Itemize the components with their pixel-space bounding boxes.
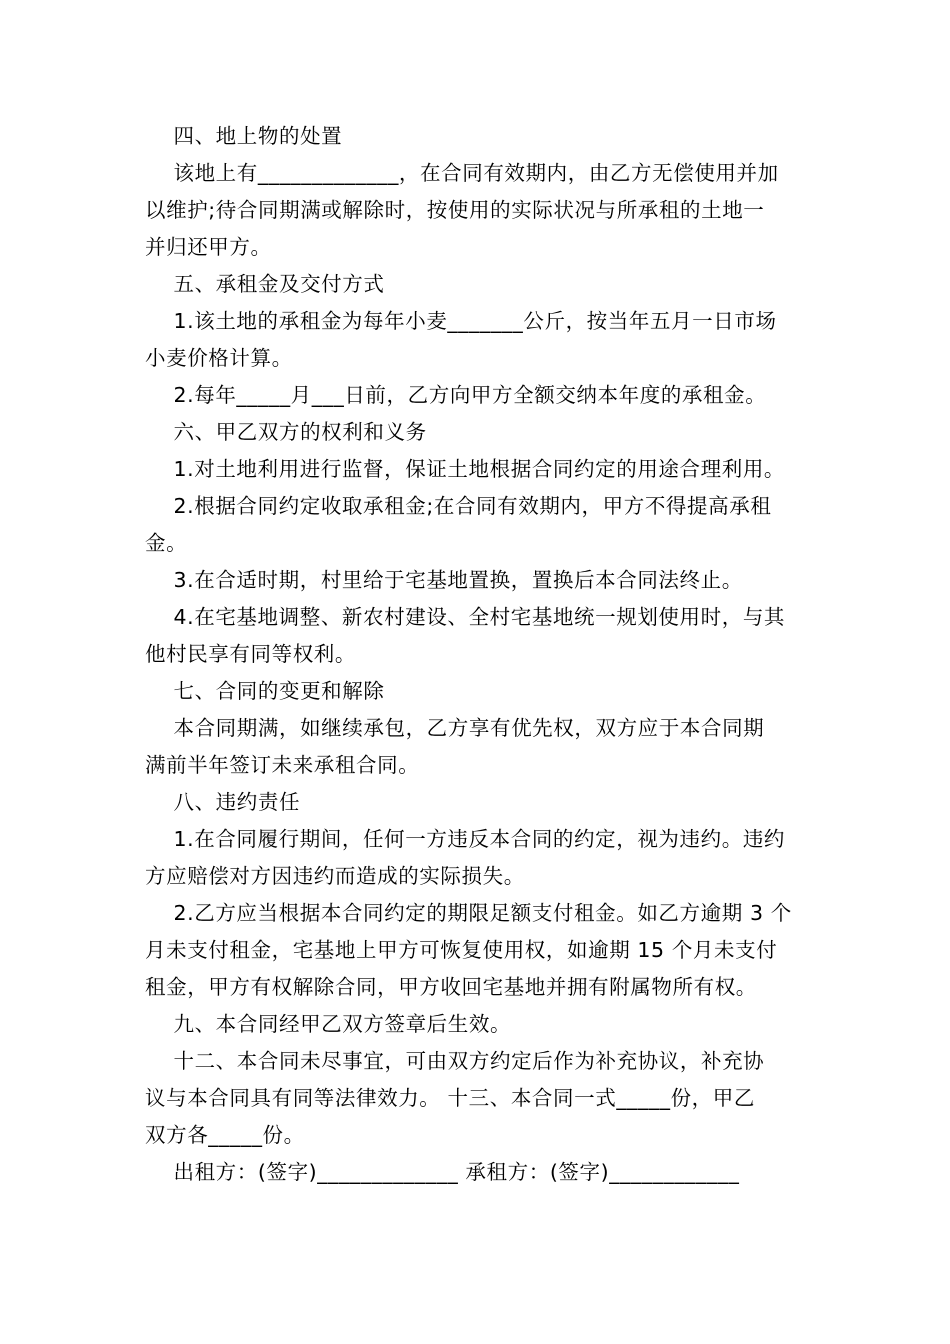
paragraph-line: 2.乙方应当根据本合同约定的期限足额支付租金。如乙方逾期 3 个 [145, 901, 792, 925]
section-heading-7: 七、合同的变更和解除 [145, 679, 385, 703]
paragraph-line: 1.该土地的承租金为每年小麦_______公斤，按当年五月一日市场 [145, 309, 777, 333]
paragraph-line: 他村民享有同等权利。 [145, 642, 356, 666]
section-heading-5: 五、承租金及交付方式 [145, 272, 385, 296]
paragraph-line: 4.在宅基地调整、新农村建设、全村宅基地统一规划使用时，与其 [145, 605, 786, 629]
paragraph-line: 该地上有_____________，在合同有效期内，由乙方无偿使用并加 [145, 161, 779, 185]
paragraph-line: 月未支付租金，宅基地上甲方可恢复使用权，如逾期 15 个月未支付 [145, 938, 778, 962]
paragraph-line: 议与本合同具有同等法律效力。 十三、本合同一式_____份，甲乙 [145, 1086, 755, 1110]
paragraph-line: 双方各_____份。 [145, 1123, 305, 1147]
signature-line: 出租方：(签字)_____________ 承租方：(签字)____________ [145, 1160, 740, 1184]
paragraph-line: 十二、本合同未尽事宜，可由双方约定后作为补充协议，补充协 [145, 1049, 765, 1073]
paragraph-line: 金。 [145, 531, 188, 555]
paragraph-line: 小麦价格计算。 [145, 346, 293, 370]
paragraph-line: 以维护;待合同期满或解除时，按使用的实际状况与所承租的土地一 [145, 198, 765, 222]
paragraph-line: 1.对土地利用进行监督，保证土地根据合同约定的用途合理利用。 [145, 457, 786, 481]
section-heading-6: 六、甲乙双方的权利和义务 [145, 420, 427, 444]
paragraph-line: 并归还甲方。 [145, 235, 272, 259]
section-heading-8: 八、违约责任 [145, 790, 301, 814]
paragraph-line: 1.在合同履行期间，任何一方违反本合同的约定，视为违约。违约 [145, 827, 786, 851]
paragraph-line: 3.在合适时期，村里给于宅基地置换，置换后本合同法终止。 [145, 568, 743, 592]
paragraph-line: 方应赔偿对方因违约而造成的实际损失。 [145, 864, 525, 888]
paragraph-line: 2.根据合同约定收取承租金;在合同有效期内，甲方不得提高承租 [145, 494, 772, 518]
section-heading-4: 四、地上物的处置 [145, 124, 343, 148]
section-heading-9: 九、本合同经甲乙双方签章后生效。 [145, 1012, 512, 1036]
paragraph-line: 满前半年签订未来承租合同。 [145, 753, 420, 777]
paragraph-line: 本合同期满，如继续承包，乙方享有优先权，双方应于本合同期 [145, 716, 765, 740]
paragraph-line: 租金，甲方有权解除合同，甲方收回宅基地并拥有附属物所有权。 [145, 975, 757, 999]
paragraph-line: 2.每年_____月___日前，乙方向甲方全额交纳本年度的承租金。 [145, 383, 767, 407]
